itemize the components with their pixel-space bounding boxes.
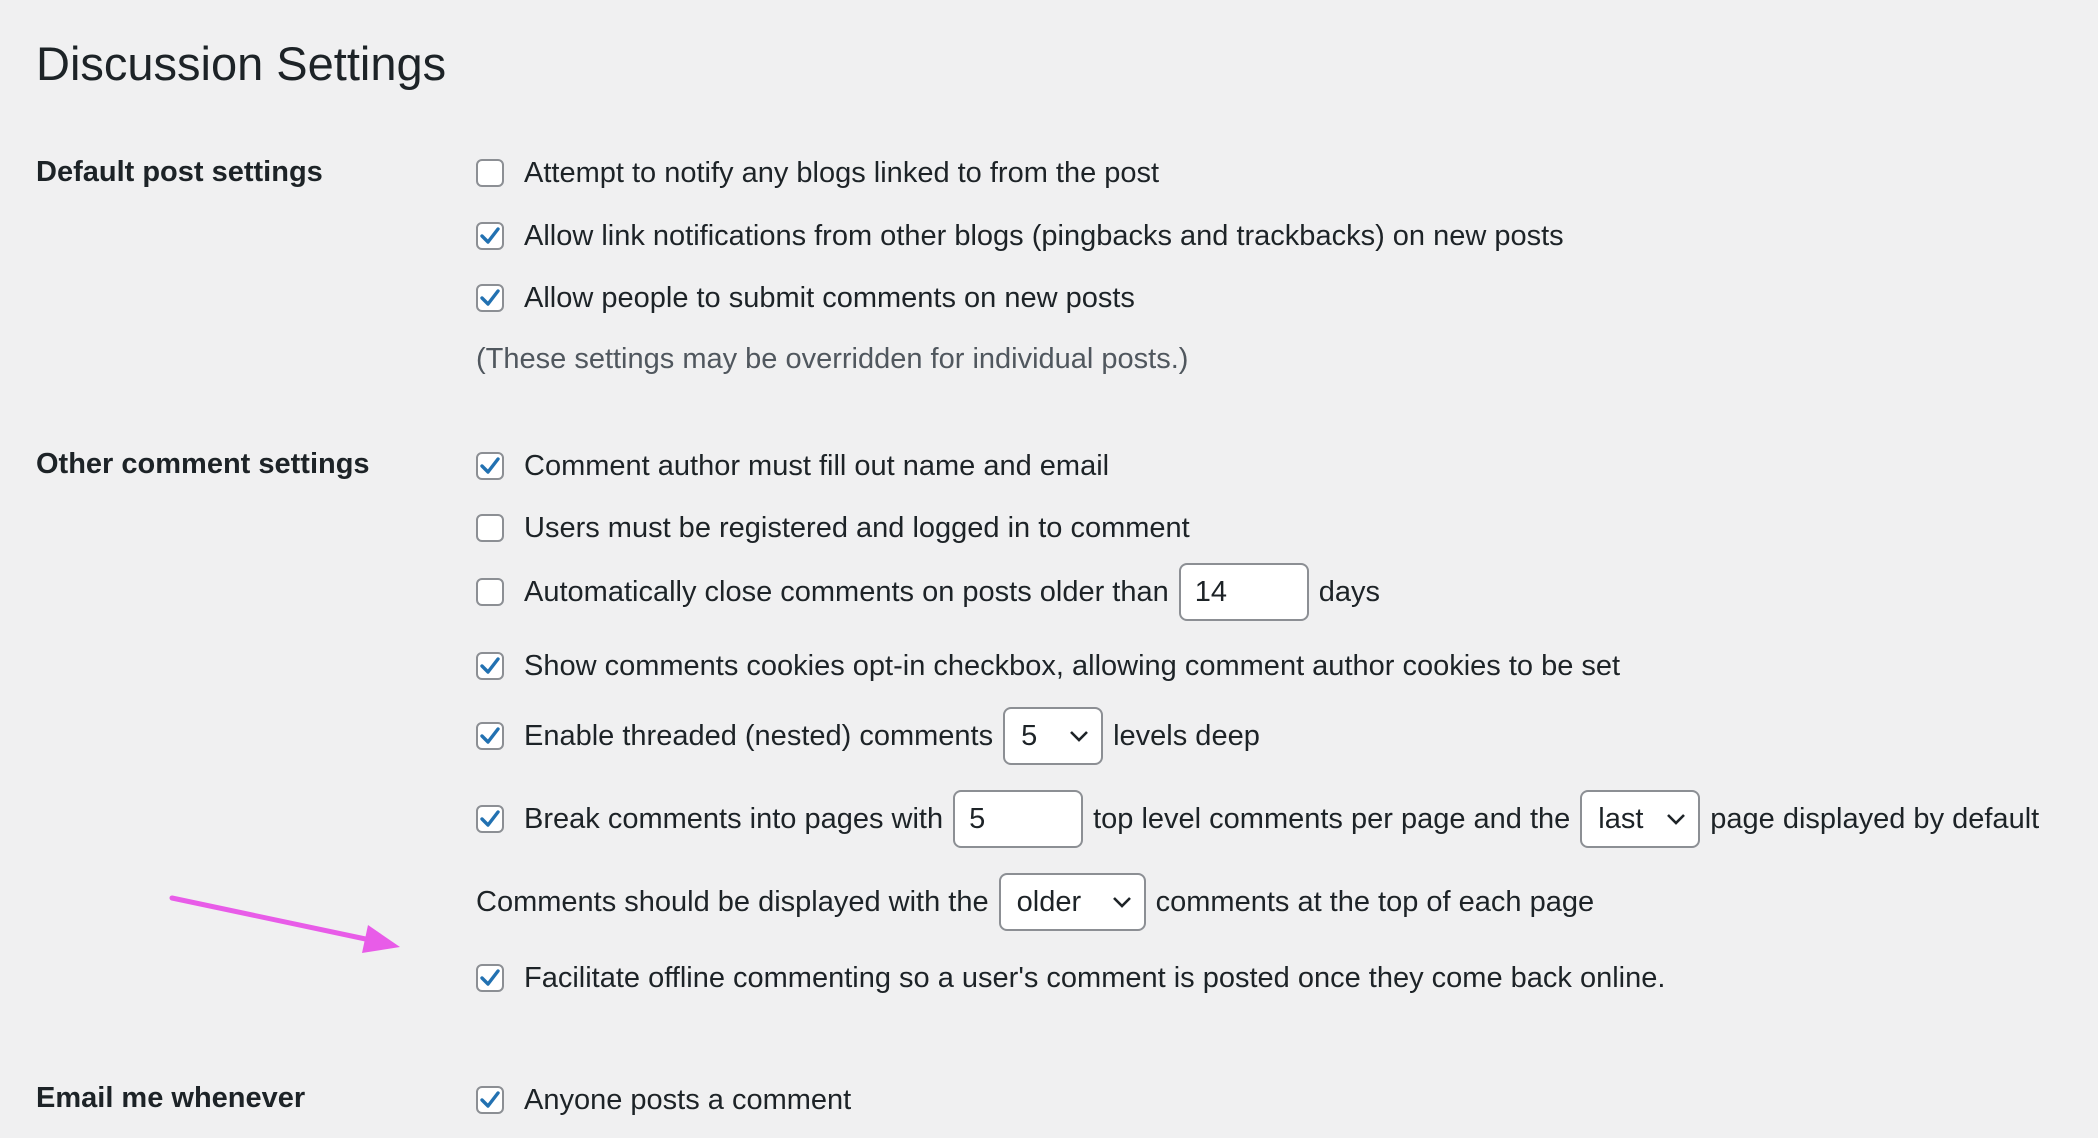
default-page-value: last <box>1598 803 1644 835</box>
option-label: Attempt to notify any blogs linked to from the post <box>524 157 1160 189</box>
checkmark-icon <box>479 456 501 476</box>
option-author-fill[interactable] <box>476 448 1109 484</box>
paged-suffix: page displayed by default <box>1710 803 2040 835</box>
option-threaded[interactable] <box>476 707 1260 765</box>
checkmark-icon <box>479 288 501 308</box>
checkbox-link-notifications[interactable] <box>476 222 504 250</box>
chevron-down-icon <box>1666 813 1686 825</box>
thread-depth-select[interactable] <box>1003 707 1103 765</box>
override-note: (These settings may be overridden for individual posts.) <box>476 343 1189 375</box>
option-anyone-posts[interactable] <box>476 1082 851 1118</box>
checkmark-icon <box>479 1090 501 1110</box>
chevron-down-icon <box>1112 896 1132 908</box>
checkbox-registered[interactable] <box>476 514 504 542</box>
option-label: Comment author must fill out name and email <box>524 450 1110 482</box>
section-label-default-post: Default post settings <box>36 156 323 188</box>
levels-suffix: levels deep <box>1113 720 1260 752</box>
option-order <box>476 873 1594 931</box>
option-notify-blogs[interactable] <box>476 155 1159 191</box>
checkmark-icon <box>479 968 501 988</box>
days-suffix: days <box>1318 576 1381 608</box>
option-label: Automatically close comments on posts older than <box>524 576 1169 608</box>
option-label: Break comments into pages with <box>524 803 944 835</box>
annotation-arrow-icon <box>160 885 410 955</box>
section-label-other-comment: Other comment settings <box>36 448 370 480</box>
comments-per-page-input[interactable]: 5 <box>953 790 1083 848</box>
option-allow-comments[interactable] <box>476 280 1135 316</box>
comment-order-select[interactable] <box>999 873 1146 931</box>
close-days-input[interactable]: 14 <box>1179 563 1309 621</box>
checkbox-auto-close[interactable] <box>476 578 504 606</box>
chevron-down-icon <box>1069 730 1089 742</box>
option-registered[interactable] <box>476 510 1190 546</box>
paged-middle-text: top level comments per page and the <box>1093 803 1571 835</box>
checkbox-paged[interactable] <box>476 805 504 833</box>
option-label: Allow people to submit comments on new posts <box>524 282 1135 314</box>
option-offline[interactable] <box>476 960 1665 996</box>
page-title: Discussion Settings <box>36 37 447 90</box>
option-label: Enable threaded (nested) comments <box>524 720 994 752</box>
checkmark-icon <box>479 726 501 746</box>
checkbox-allow-comments[interactable] <box>476 284 504 312</box>
option-cookies[interactable] <box>476 648 1620 684</box>
order-suffix: comments at the top of each page <box>1155 886 1595 918</box>
default-page-select[interactable] <box>1580 790 1700 848</box>
section-label-email: Email me whenever <box>36 1082 306 1114</box>
checkmark-icon <box>479 809 501 829</box>
option-label: Users must be registered and logged in to comment <box>524 512 1190 544</box>
checkbox-author-fill[interactable] <box>476 452 504 480</box>
option-label: Anyone posts a comment <box>524 1084 852 1116</box>
checkmark-icon <box>479 226 501 246</box>
checkbox-notify-blogs[interactable] <box>476 159 504 187</box>
option-paged[interactable] <box>476 790 2039 848</box>
checkmark-icon <box>479 656 501 676</box>
order-prefix: Comments should be displayed with the <box>476 886 989 918</box>
thread-depth-value: 5 <box>1021 720 1038 752</box>
comment-order-value: older <box>1016 886 1082 918</box>
checkbox-offline[interactable] <box>476 964 504 992</box>
checkbox-anyone-posts[interactable] <box>476 1086 504 1114</box>
option-auto-close[interactable] <box>476 563 1380 621</box>
checkbox-threaded[interactable] <box>476 722 504 750</box>
checkbox-cookies[interactable] <box>476 652 504 680</box>
option-label: Allow link notifications from other blogs (pingbacks and trackbacks) on new posts <box>524 220 1564 252</box>
option-label: Show comments cookies opt-in checkbox, allowing comment author cookies to be set <box>524 650 1621 682</box>
option-link-notifications[interactable] <box>476 218 1564 254</box>
option-label: Facilitate offline commenting so a user's comment is posted once they come back online. <box>524 962 1666 994</box>
